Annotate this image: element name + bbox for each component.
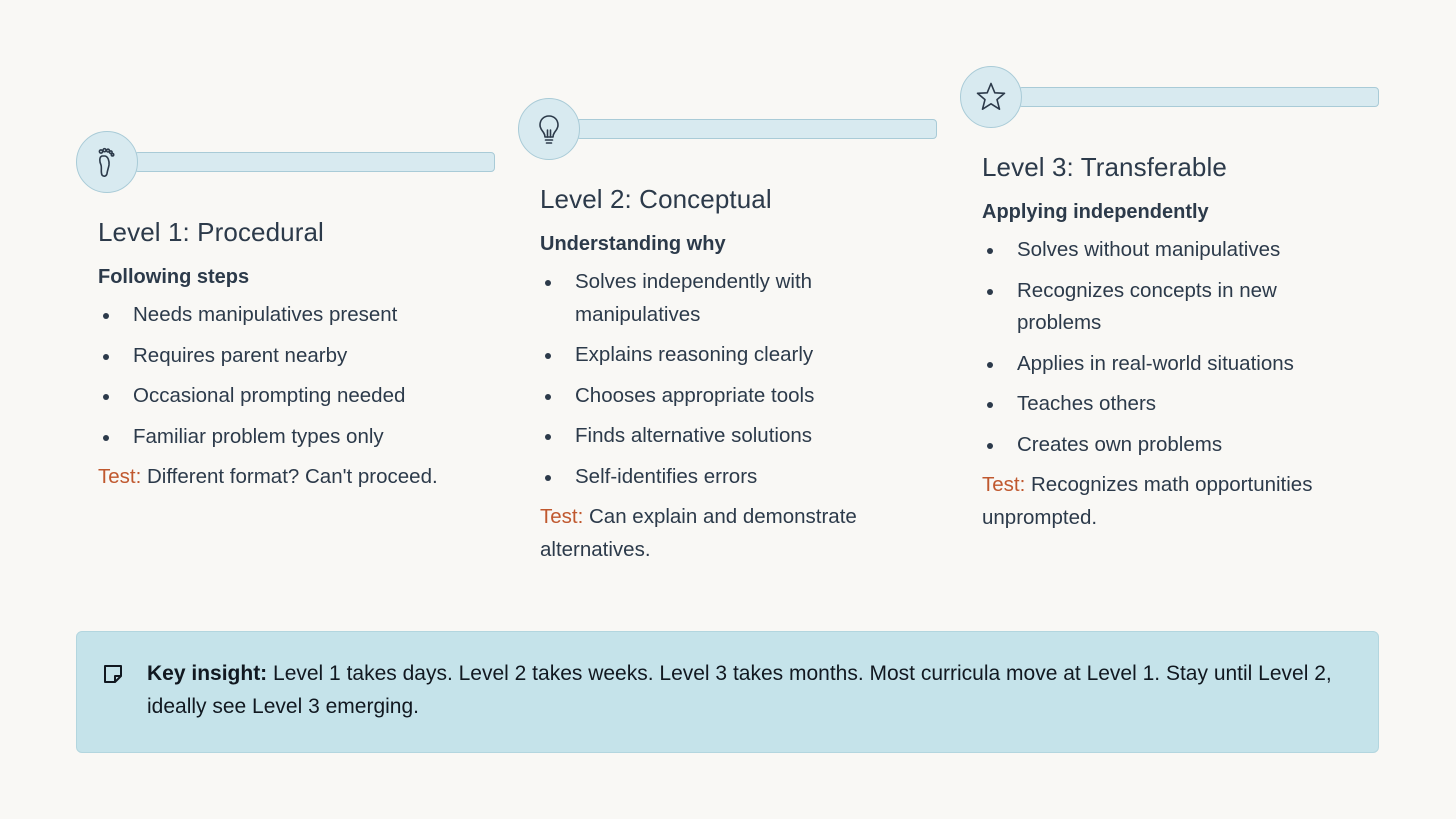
test-text: Can explain and demonstrate alternatives. [540,505,857,561]
level-1-list [98,299,496,453]
test-label: Test: [982,473,1026,496]
list-item: Applies in real-world situations [982,348,1327,381]
level-1-subtitle: Following steps [98,266,250,288]
level-3-bar [1018,87,1379,107]
note-icon [101,662,125,686]
list-item: Solves independently with manipulatives [540,266,870,331]
level-1-bar [134,152,495,172]
test-label: Test: [540,505,584,528]
level-3-subtitle: Applying independently [982,201,1209,223]
key-insight-text [147,657,1358,723]
list-item: Creates own problems [982,429,1327,462]
level-2-list [540,266,870,493]
list-item: Finds alternative solutions [540,420,870,453]
list-item: Familiar problem types only [98,421,496,454]
level-2-bar [576,119,937,139]
list-item: Needs manipulatives present [98,299,496,332]
level-3-list [982,234,1327,461]
list-item: Explains reasoning clearly [540,339,870,372]
list-item: Recognizes concepts in new problems [982,275,1327,340]
list-item: Solves without manipulatives [982,234,1327,267]
level-2-column [518,98,938,566]
test-text: Different format? Can't proceed. [141,465,438,488]
footprint-icon [76,131,138,193]
list-item: Self-identifies errors [540,461,870,494]
list-item: Chooses appropriate tools [540,380,870,413]
list-item: Teaches others [982,388,1327,421]
key-insight-label: Key insight: [147,662,268,685]
star-icon [960,66,1022,128]
level-2-title: Level 2: Conceptual [540,184,772,214]
list-item: Occasional prompting needed [98,380,496,413]
list-item: Requires parent nearby [98,340,496,373]
test-text: Recognizes math opportunities unprompted. [982,473,1313,529]
level-3-test [982,469,1362,534]
level-3-title: Level 3: Transferable [982,152,1227,182]
key-insight-body: Level 1 takes days. Level 2 takes weeks. Level 3 takes months. Most curricula move at Level 1. Stay until Level 2, ideally see Level 3 emerging. [147,662,1332,718]
level-1-title: Level 1: Procedural [98,217,324,247]
level-2-subtitle: Understanding why [540,233,726,255]
level-1-column [76,131,496,494]
level-1-test [98,461,496,494]
test-label: Test: [98,465,142,488]
level-2-header [518,98,938,164]
level-2-test [540,501,900,566]
key-insight-banner [76,631,1379,753]
lightbulb-icon [518,98,580,160]
level-1-header [76,131,496,197]
level-3-column [960,66,1380,534]
level-3-header [960,66,1380,132]
